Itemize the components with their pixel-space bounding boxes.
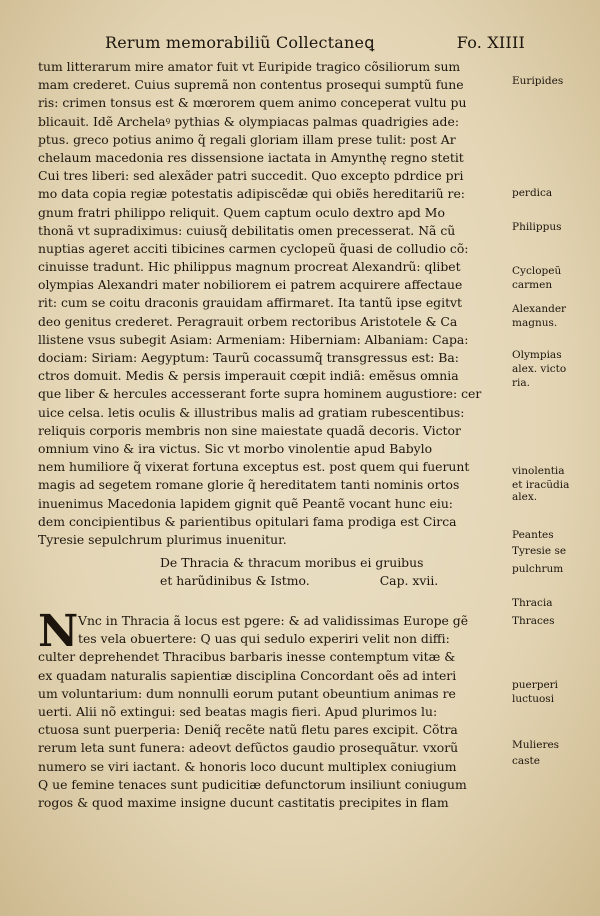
margin-note: alex. bbox=[512, 491, 538, 503]
text-line: reliquis corporis membris non sine maiestate quadã decoris. Victor bbox=[38, 422, 461, 438]
paragraph-first bbox=[38, 58, 510, 549]
margin-note: caste bbox=[512, 755, 540, 767]
margin-note: vinolentia bbox=[512, 465, 565, 477]
margin-note: Olympias bbox=[512, 349, 562, 361]
text-line: ptus. greco potius animo q̃ regali gloriam illam prese tulit: post Ar bbox=[38, 131, 456, 147]
margin-note: Cyclopeũ bbox=[512, 265, 562, 277]
text-line: tum litterarum mire amator fuit vt Euripide tragico cõsiliorum sum bbox=[38, 59, 461, 74]
margin-note: ria. bbox=[512, 377, 530, 389]
margin-note: Tyresie se bbox=[512, 545, 567, 557]
text-line: gnum fratri philippo reliquit. Quem captum oculo dextro apd Mo bbox=[38, 204, 445, 220]
margin-note: magnus. bbox=[512, 317, 558, 329]
text-line: tes vela obuertere: Q uas qui sedulo experiri velit non diffi: bbox=[78, 631, 450, 647]
text-line: ex quadam naturalis sapientiæ disciplina Concordant oẽs ad interi bbox=[38, 667, 457, 683]
chapter-title-line-1: De Thracia & thracum moribus ei gruibus bbox=[160, 555, 424, 570]
margin-note: Alexander bbox=[512, 303, 567, 315]
text-line: numero se viri iactant. & honoris loco ducunt multiplex coniugium bbox=[38, 758, 457, 774]
text-line: mam crederet. Cuius supremã non contentus prosequi sumptũ fune bbox=[38, 77, 464, 93]
margin-note: Mulieres bbox=[512, 739, 560, 751]
running-title: Rerum memorabiliũ Collectaneꝗ bbox=[105, 33, 375, 52]
text-line: mo data copia regiæ potestatis adipiscẽdæ qui obiẽs hereditariũ re: bbox=[38, 186, 465, 202]
chapter-number: Cap. xvii. bbox=[379, 573, 439, 588]
margin-note: perdica bbox=[512, 187, 553, 199]
text-line: dociam: Siriam: Aegyptum: Taurũ cocassumq̃ transgressus est: Ba: bbox=[38, 350, 459, 365]
folio-number: Fo. XIIII bbox=[456, 33, 525, 52]
text-line: ctuosa sunt puerperia: Deniq̃ recẽte natũ fletu pares excipit. Cõtra bbox=[38, 722, 458, 738]
text-line: olympias Alexandri mater nobiliorem ei patrem acquirere affectaue bbox=[38, 277, 463, 293]
chapter-heading bbox=[38, 554, 510, 590]
margin-note: Philippus bbox=[512, 221, 562, 233]
margin-note: pulchrum bbox=[512, 563, 564, 575]
text-line: deo genitus crederet. Peragrauit orbem rectoribus Aristotele & Ca bbox=[38, 313, 458, 329]
margin-note: puerperi bbox=[512, 679, 559, 691]
text-line: ris: crimen tonsus est & mœrorem quem animo conceperat vultu pu bbox=[38, 95, 467, 111]
margin-note: Thracia bbox=[512, 597, 553, 609]
text-line: rerum leta sunt funera: adeovt defũctos gaudio prosequãtur. vxorũ bbox=[38, 740, 459, 756]
text-line: thonã vt supradiximus: cuiusq̃ debilitatis omen precesserat. Nã cũ bbox=[38, 222, 456, 238]
paragraph-second bbox=[38, 606, 510, 812]
text-line: magis ad segetem romane glorie q̃ hereditatem tanti nominis ortos bbox=[38, 477, 460, 493]
text-line: Q ue femine tenaces sunt pudicitiæ defunctorum insiliunt coniugum bbox=[38, 776, 467, 792]
text-line: Tyresie sepulchrum plurimus inuenitur. bbox=[38, 531, 287, 547]
chapter-title-line-2 bbox=[38, 572, 510, 590]
drop-capital: N bbox=[38, 606, 79, 657]
margin-note: et iracũdia bbox=[512, 479, 570, 491]
text-line: uice celsa. letis oculis & illustribus malis ad gratiam rubescentibus: bbox=[38, 404, 465, 420]
margin-note: luctuosi bbox=[512, 693, 555, 705]
text-line: inuenimus Macedonia lapidem gignit quẽ Peantẽ vocant hunc eiu: bbox=[38, 495, 453, 511]
text-line: culter deprehendet Thracibus barbaris inesse contemptum vitæ & bbox=[38, 649, 456, 665]
chapter-title-text: et harũdinibus & Istmo. bbox=[160, 573, 310, 588]
text-line: omnium vino & ira victus. Sic vt morbo vinolentie apud Babylo bbox=[38, 440, 433, 456]
main-text-block bbox=[38, 58, 510, 810]
text-line: chelaum macedonia res dissensione iactata in Amynthę regno stetit bbox=[38, 149, 464, 165]
text-line: nem humiliore q̃ vixerat fortuna exceptus est. post quem qui fuerunt bbox=[38, 459, 470, 475]
margin-note: Euripides bbox=[512, 75, 564, 87]
text-line: Cui tres liberi: sed alexãder patri succedit. Quo excepto pdrdice pri bbox=[38, 168, 464, 184]
text-line: que liber & hercules accesserant forte supra hominem augustiore: cer bbox=[38, 386, 482, 402]
text-line: blicauit. Idẽ Archelaꝰ pythias & olympiacas palmas quadrigies ade: bbox=[38, 113, 459, 129]
text-line: Vnc in Thracia ã locus est pgere: & ad validissimas Europe gẽ bbox=[78, 613, 469, 628]
text-line: rit: cum se coitu draconis grauidam affirmaret. Ita tantũ ipse egitvt bbox=[38, 295, 463, 311]
text-line: dem concipientibus & parientibus opitulari fama prodiga est Circa bbox=[38, 513, 457, 529]
margin-note: carmen bbox=[512, 279, 553, 291]
text-line: um voluntarium: dum nonnulli eorum putant obeuntium animas re bbox=[38, 685, 456, 701]
text-line: llistene vsus subegit Asiam: Armeniam: Hiberniam: Albaniam: Capa: bbox=[38, 331, 469, 347]
margin-note: Peantes bbox=[512, 529, 554, 541]
margin-note: alex. victo bbox=[512, 363, 567, 375]
text-line: rogos & quod maxime insigne ducunt castitatis precipites in flam bbox=[38, 794, 449, 810]
text-line: cinuisse tradunt. Hic philippus magnum procreat Alexandrũ: qlibet bbox=[38, 259, 461, 275]
running-header bbox=[105, 33, 525, 52]
text-line: uerti. Alii nõ extingui: sed beatas magis fieri. Apud plurimos lu: bbox=[38, 703, 438, 719]
margin-note: Thraces bbox=[512, 615, 555, 627]
text-line: ctros domuit. Medis & persis imperauit cœpit indiã: emẽsus omnia bbox=[38, 368, 459, 384]
text-line: nuptias ageret acciti tibicines carmen cyclopeũ q̃uasi de colludio cõ: bbox=[38, 240, 469, 256]
